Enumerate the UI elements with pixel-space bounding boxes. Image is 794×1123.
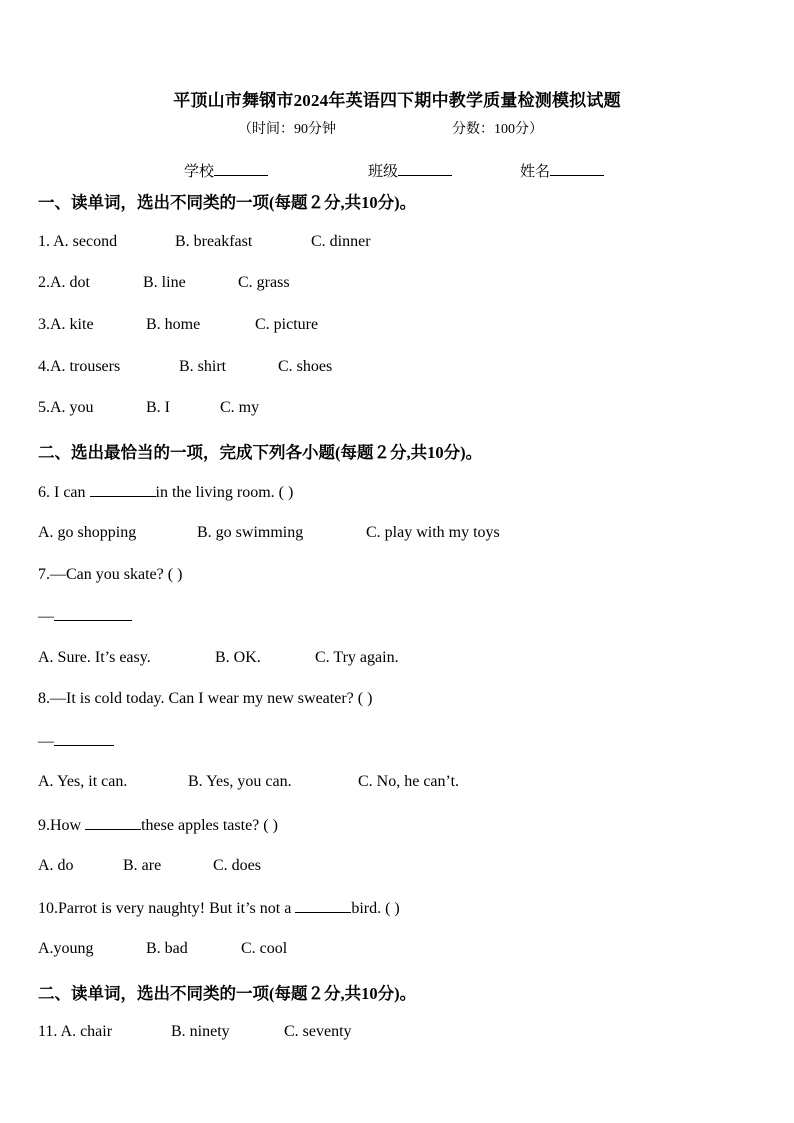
q11-option-a: 11. A. chair: [38, 1023, 113, 1040]
question-8-stem: 8.—It is cold today. Can I wear my new sweater? ( ): [38, 690, 373, 707]
name-blank[interactable]: [550, 161, 604, 176]
q10-answer-blank[interactable]: [295, 898, 351, 913]
q5-option-a: 5.A. you: [38, 399, 94, 416]
q6-option-a: A. go shopping: [38, 524, 137, 541]
q11-option-b: B. ninety: [171, 1023, 230, 1040]
q7-answer-blank[interactable]: [54, 606, 132, 621]
q2-option-a: 2.A. dot: [38, 274, 90, 291]
q1-option-a: 1. A. second: [38, 233, 118, 250]
class-label: 班级: [368, 164, 399, 180]
q6-option-b: B. go swimming: [197, 524, 304, 541]
q3-option-a: 3.A. kite: [38, 316, 94, 333]
q1-option-c: C. dinner: [311, 233, 371, 250]
q10-option-a: A.young: [38, 940, 94, 957]
q2-option-c: C. grass: [238, 274, 290, 291]
exam-score: 分数：100分）: [452, 122, 543, 137]
q6-option-c: C. play with my toys: [366, 524, 500, 541]
q8-option-c: C. No, he can’t.: [358, 773, 460, 790]
section-1-heading: 一、读单词，选出不同类的一项(每题２分,共10分)。: [38, 193, 417, 212]
q8-dash: —: [38, 733, 54, 750]
q1-option-b: B. breakfast: [175, 233, 253, 250]
q9-answer-blank[interactable]: [85, 815, 141, 830]
class-field[interactable]: [368, 160, 452, 181]
question-6-stem: [38, 482, 293, 502]
exam-time: （时间：90分钟: [238, 122, 336, 137]
q10-stem-pre: 10.Parrot is very naughty! But it’s not a: [38, 900, 292, 917]
q5-option-b: B. I: [146, 399, 170, 416]
q2-option-b: B. line: [143, 274, 186, 291]
section-2-heading: 二、选出最恰当的一项，完成下列各小题(每题２分,共10分)。: [38, 443, 483, 462]
q5-option-c: C. my: [220, 399, 260, 416]
question-8-reply: [38, 731, 114, 751]
section-3-heading: 二、读单词，选出不同类的一项(每题２分,共10分)。: [38, 984, 417, 1003]
q6-stem-pre: 6. I can: [38, 484, 86, 501]
q9-option-c: C. does: [213, 857, 261, 874]
q8-answer-blank[interactable]: [54, 731, 114, 746]
q4-option-b: B. shirt: [179, 358, 227, 375]
question-10-stem: [38, 898, 400, 918]
q8-option-a: A. Yes, it can.: [38, 773, 128, 790]
q9-stem-pre: 9.How: [38, 817, 82, 834]
q4-option-a: 4.A. trousers: [38, 358, 121, 375]
q3-option-b: B. home: [146, 316, 201, 333]
q11-option-c: C. seventy: [284, 1023, 352, 1040]
school-label: 学校: [184, 164, 215, 180]
name-field[interactable]: [520, 160, 604, 181]
class-blank[interactable]: [398, 161, 452, 176]
question-7-stem: 7.—Can you skate? ( ): [38, 566, 183, 583]
q9-option-a: A. do: [38, 857, 74, 874]
page-title: 平顶山市舞钢市2024年英语四下期中教学质量检测模拟试题: [173, 91, 621, 110]
q3-option-c: C. picture: [255, 316, 319, 333]
q7-option-a: A. Sure. It’s easy.: [38, 649, 151, 666]
q10-stem-post: bird. ( ): [351, 900, 400, 917]
q9-stem-post: these apples taste? ( ): [141, 817, 278, 834]
q6-answer-blank[interactable]: [90, 482, 156, 497]
question-7-reply: [38, 606, 132, 626]
name-label: 姓名: [520, 164, 551, 180]
school-blank[interactable]: [214, 161, 268, 176]
school-field[interactable]: [184, 160, 268, 181]
q7-option-c: C. Try again.: [315, 649, 399, 666]
q8-option-b: B. Yes, you can.: [188, 773, 292, 790]
q6-stem-post: in the living room. ( ): [155, 484, 294, 501]
q4-option-c: C. shoes: [278, 358, 333, 375]
q7-option-b: B. OK.: [215, 649, 261, 666]
q10-option-b: B. bad: [146, 940, 188, 957]
question-9-stem: [38, 815, 278, 835]
q9-option-b: B. are: [123, 857, 162, 874]
q10-option-c: C. cool: [241, 940, 288, 957]
q7-dash: —: [38, 608, 54, 625]
